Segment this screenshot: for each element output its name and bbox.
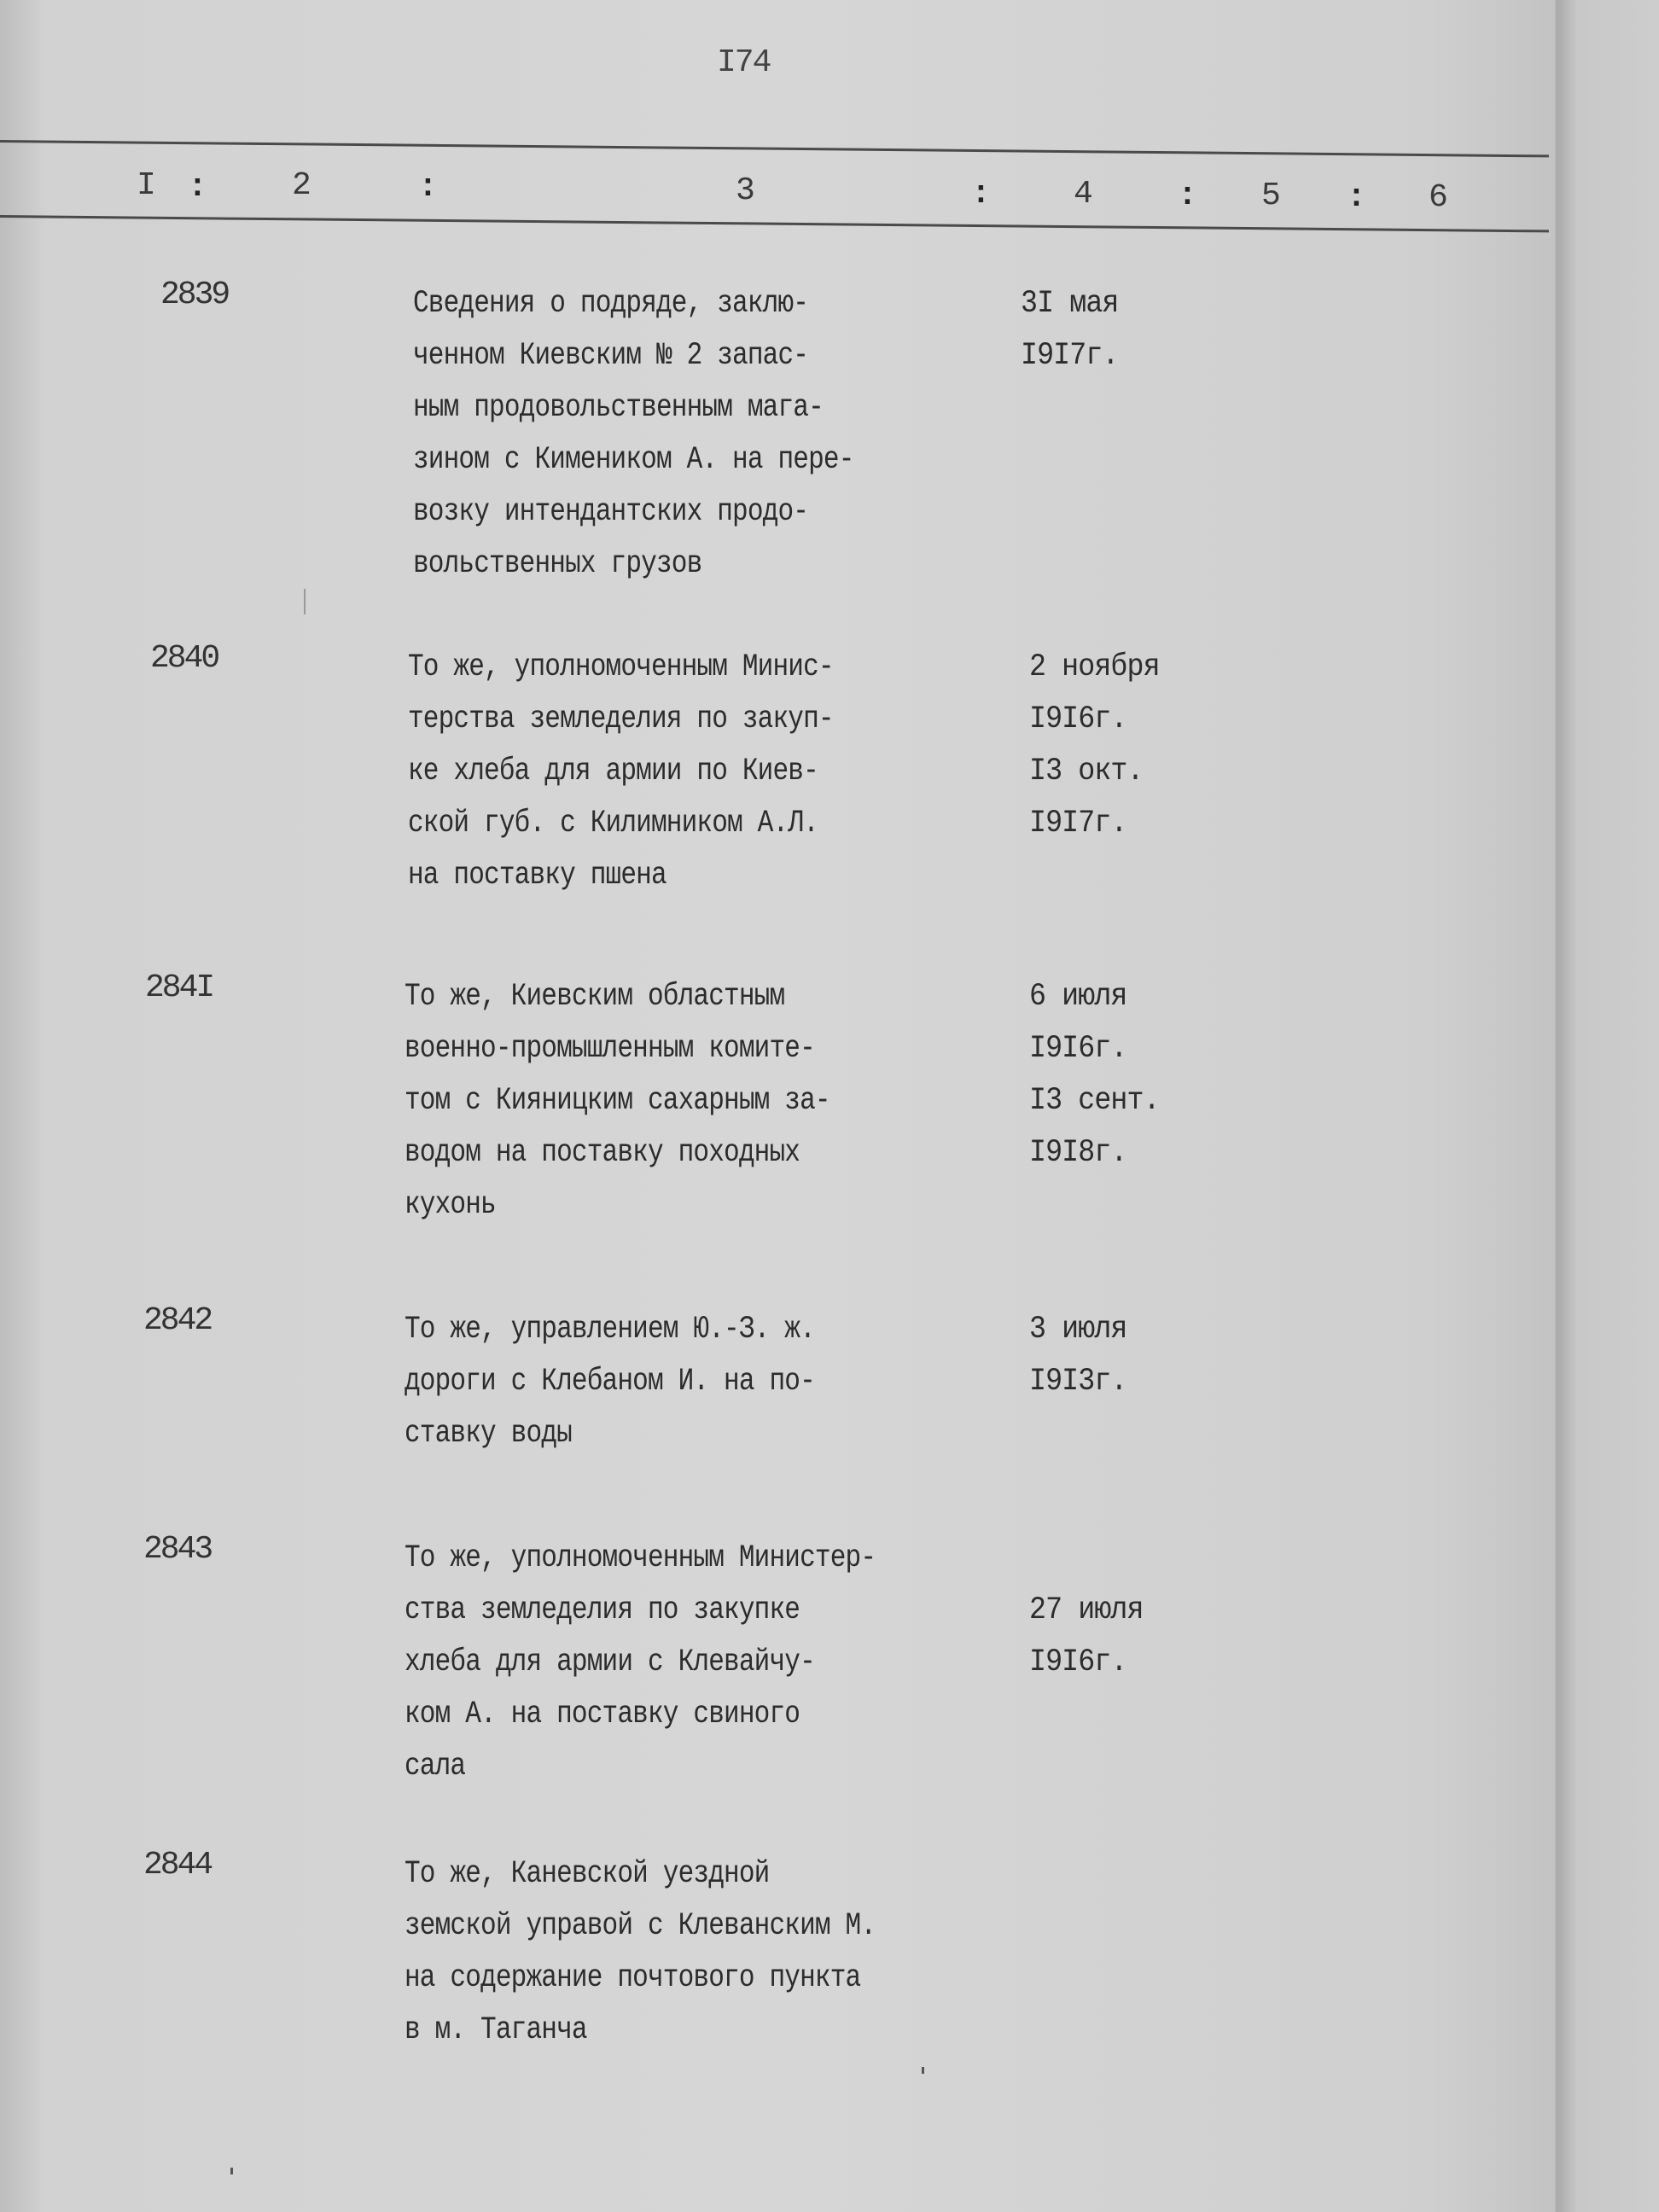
column-header-3: 3: [736, 172, 755, 209]
description-line: сала: [405, 1749, 466, 1784]
date-line: I9I7г.: [1021, 338, 1119, 374]
entry-dates: [1029, 1533, 1234, 1689]
description-line: ставку воды: [405, 1416, 572, 1452]
date-line: I3 окт.: [1029, 754, 1144, 789]
description-line: дороги с Клебаном И. на по-: [405, 1364, 815, 1400]
entry-description: [405, 971, 1002, 1231]
entry-description: [413, 278, 1010, 591]
description-line: ке хлеба для армии по Киев-: [408, 754, 818, 789]
entry-dates: [1029, 1304, 1234, 1408]
date-line: I9I7г.: [1029, 806, 1127, 841]
description-line: То же, уполномоченным Минис-: [408, 649, 834, 685]
date-line: 27 июля: [1029, 1592, 1144, 1628]
description-line: хлеба для армии с Клевайчу-: [405, 1644, 815, 1680]
column-separator: :: [1178, 178, 1197, 214]
column-separator: :: [418, 169, 438, 206]
paper-speck: [922, 2067, 924, 2074]
entry-description: [405, 1304, 1002, 1460]
description-line: ным продовольственным мага-: [413, 390, 824, 426]
date-line: 3I мая: [1021, 286, 1119, 322]
date-line: I9I3г.: [1029, 1364, 1127, 1400]
description-line: на поставку пшена: [408, 858, 667, 894]
description-line: возку интендантских продо-: [413, 494, 809, 530]
description-line: терства земледелия по закуп-: [408, 701, 834, 737]
date-line: I9I6г.: [1029, 1644, 1127, 1680]
date-line: [1029, 1533, 1214, 1585]
date-line: I9I6г.: [1029, 1031, 1127, 1067]
column-header-2: 2: [292, 167, 311, 204]
entry-dates: [1021, 278, 1225, 382]
paper-speck: [230, 2168, 233, 2174]
date-line: 6 июля: [1029, 979, 1127, 1015]
description-line: То же, уполномоченным Министер-: [405, 1540, 876, 1576]
entry-number: 2839: [160, 276, 229, 313]
date-line: 3 июля: [1029, 1312, 1127, 1348]
description-line: военно-промышленным комите-: [405, 1031, 815, 1067]
column-header-6: 6: [1429, 179, 1448, 216]
entry-number: 2840: [150, 640, 218, 677]
description-line: на содержание почтового пункта: [405, 1960, 861, 1996]
date-line: I9I6г.: [1029, 701, 1127, 737]
description-line: том с Кияницким сахарным за-: [405, 1083, 830, 1119]
entry-number: 2844: [143, 1847, 212, 1883]
column-header-4: 4: [1074, 176, 1093, 212]
entry-dates: [1029, 971, 1234, 1179]
column-separator: :: [971, 176, 991, 212]
entry-description: [408, 642, 1005, 902]
adjacent-sheet-edge: [1555, 0, 1659, 2212]
entry-number: 2842: [143, 1302, 212, 1339]
description-line: ской губ. с Килимником А.Л.: [408, 806, 818, 841]
description-line: в м. Таганча: [405, 2012, 587, 2048]
header-rule-top: [0, 140, 1549, 157]
description-line: кухонь: [405, 1187, 496, 1223]
description-line: зином с Кимеником А. на пере-: [413, 442, 854, 478]
description-line: вольственных грузов: [413, 546, 702, 582]
entry-number: 2843: [143, 1531, 212, 1568]
description-line: ченном Киевским № 2 запас-: [413, 338, 809, 374]
description-line: То же, Каневской уездной: [405, 1856, 770, 1892]
column-header-1: I: [137, 167, 156, 204]
header-rule-bottom: [0, 215, 1549, 232]
description-line: То же, управлением Ю.-З. ж.: [405, 1312, 815, 1348]
entry-description: [405, 1848, 1002, 2057]
description-line: То же, Киевским областным: [405, 979, 785, 1015]
entry-number: 284I: [145, 969, 213, 1006]
date-line: I3 сент.: [1029, 1083, 1160, 1119]
date-line: 2 ноября: [1029, 649, 1160, 685]
description-line: земской управой с Клеванским М.: [405, 1908, 876, 1944]
paper-speck: [304, 589, 306, 614]
entry-description: [405, 1533, 1002, 1793]
column-separator: :: [1347, 179, 1366, 216]
entry-dates: [1029, 642, 1234, 850]
column-separator: :: [188, 169, 207, 206]
page-number: I74: [717, 44, 771, 81]
description-line: Сведения о подряде, заклю-: [413, 286, 809, 322]
description-line: ства земледелия по закупке: [405, 1592, 800, 1628]
description-line: водом на поставку походных: [405, 1135, 800, 1171]
date-line: I9I8г.: [1029, 1135, 1127, 1171]
column-header-5: 5: [1261, 178, 1281, 214]
description-line: ком А. на поставку свиного: [405, 1697, 800, 1732]
